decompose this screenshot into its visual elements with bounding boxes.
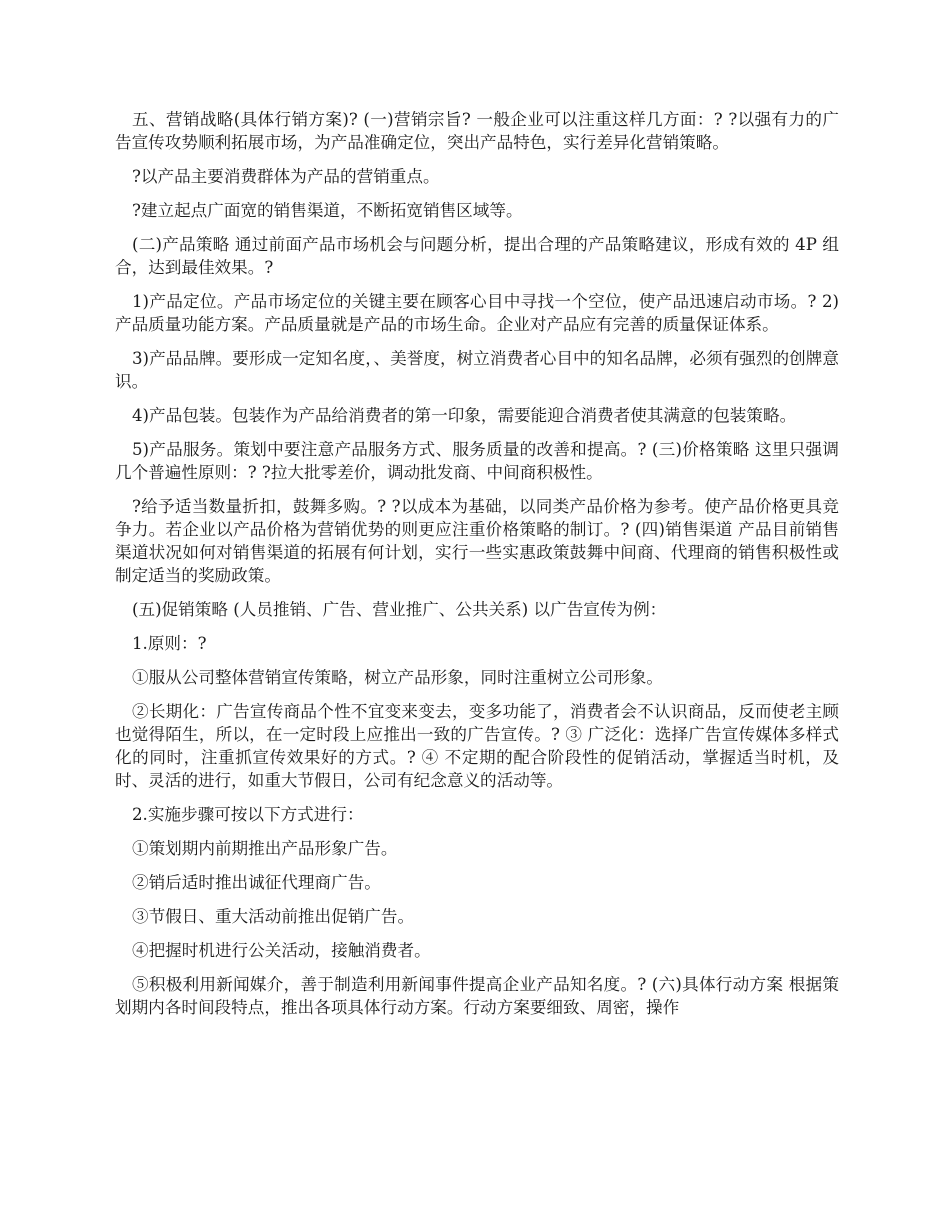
paragraph-product-positioning: 1)产品定位。产品市场定位的关键主要在顾客心目中寻找一个空位，使产品迅速启动市场。? 2)产品质量功能方案。产品质量就是产品的市场生命。企业对产品应有完善的质量保证体系。 — [115, 292, 839, 334]
paragraph-sales-channel: ?建立起点广面宽的销售渠道，不断拓宽销售区域等。 — [132, 201, 523, 220]
document-page — [115, 108, 839, 1030]
paragraph-product-service: 5)产品服务。策划中要注意产品服务方式、服务质量的改善和提高。? (三)价格策略 这里只强调几个普遍性原则：? ?拉大批零差价，调动批发商、中间商积极性。 — [115, 440, 839, 482]
paragraph-marketing-strategy: 五、营销战略(具体行销方案)? (一)营销宗旨? 一般企业可以注重这样几方面：? ?以强有力的广告宣传攻势顺利拓展市场，为产品准确定位，突出产品特色，实行差异化营销策略。 — [115, 110, 839, 152]
paragraph-product-brand: 3)产品品牌。要形成一定知名度，、美誉度，树立消费者心目中的知名品牌，必须有强烈的创牌意识。 — [115, 349, 839, 391]
paragraph-step-3: ③节假日、重大活动前推出促销广告。 — [132, 907, 415, 926]
paragraph-product-packaging: 4)产品包装。包装作为产品给消费者的第一印象，需要能迎合消费者使其满意的包装策略。 — [132, 406, 797, 425]
paragraph-step-1: ①策划期内前期推出产品形象广告。 — [132, 839, 398, 858]
paragraph-steps: 2.实施步骤可按以下方式进行： — [132, 805, 364, 824]
paragraph-promotion-strategy: (五)促销策略 (人员推销、广告、营业推广、公共关系) 以广告宣传为例： — [132, 600, 667, 619]
paragraph-step-5: ⑤积极利用新闻媒介，善于制造利用新闻事件提高企业产品知名度。? (六)具体行动方案 根据策划期内各时间段特点，推出各项具体行动方案。行动方案要细致、周密，操作 — [115, 975, 839, 1017]
paragraph-product-strategy: (二)产品策略 通过前面产品市场机会与问题分析，提出合理的产品策略建议，形成有效的 4P 组合，达到最佳效果。? — [115, 235, 839, 277]
paragraph-principle-2: ②长期化：广告宣传商品个性不宜变来变去，变多功能了，消费者会不认识商品，反而使老主顾也觉得陌生，所以，在一定时段上应推出一致的广告宣传。? ③ 广泛化：选择广告宣传媒体多样式化的同时，注重抓宣传效果好的方式。? ④ 不定期的配合阶段性的促销活动，掌握适当时机，及时、灵活的进行，如重大节假日，公司有纪念意义的活动等。 — [115, 702, 839, 790]
paragraph-target-group: ?以产品主要消费群体为产品的营销重点。 — [132, 167, 440, 186]
paragraph-principles: 1.原则：? — [132, 634, 207, 653]
paragraph-step-2: ②销后适时推出诚征代理商广告。 — [132, 873, 381, 892]
paragraph-discount: ?给予适当数量折扣，鼓舞多购。? ?以成本为基础，以同类产品价格为参考。使产品价格更具竞争力。若企业以产品价格为营销优势的则更应注重价格策略的制订。? (四)销售渠道 产品目前销售渠道状况如何对销售渠道的拓展有何计划，实行一些实惠政策鼓舞中间商、代理商的销售积极性或制定适当的奖励政策。 — [115, 497, 839, 585]
paragraph-principle-1: ①服从公司整体营销宣传策略，树立产品形象，同时注重树立公司形象。 — [132, 668, 663, 687]
paragraph-step-4: ④把握时机进行公关活动，接触消费者。 — [132, 941, 431, 960]
